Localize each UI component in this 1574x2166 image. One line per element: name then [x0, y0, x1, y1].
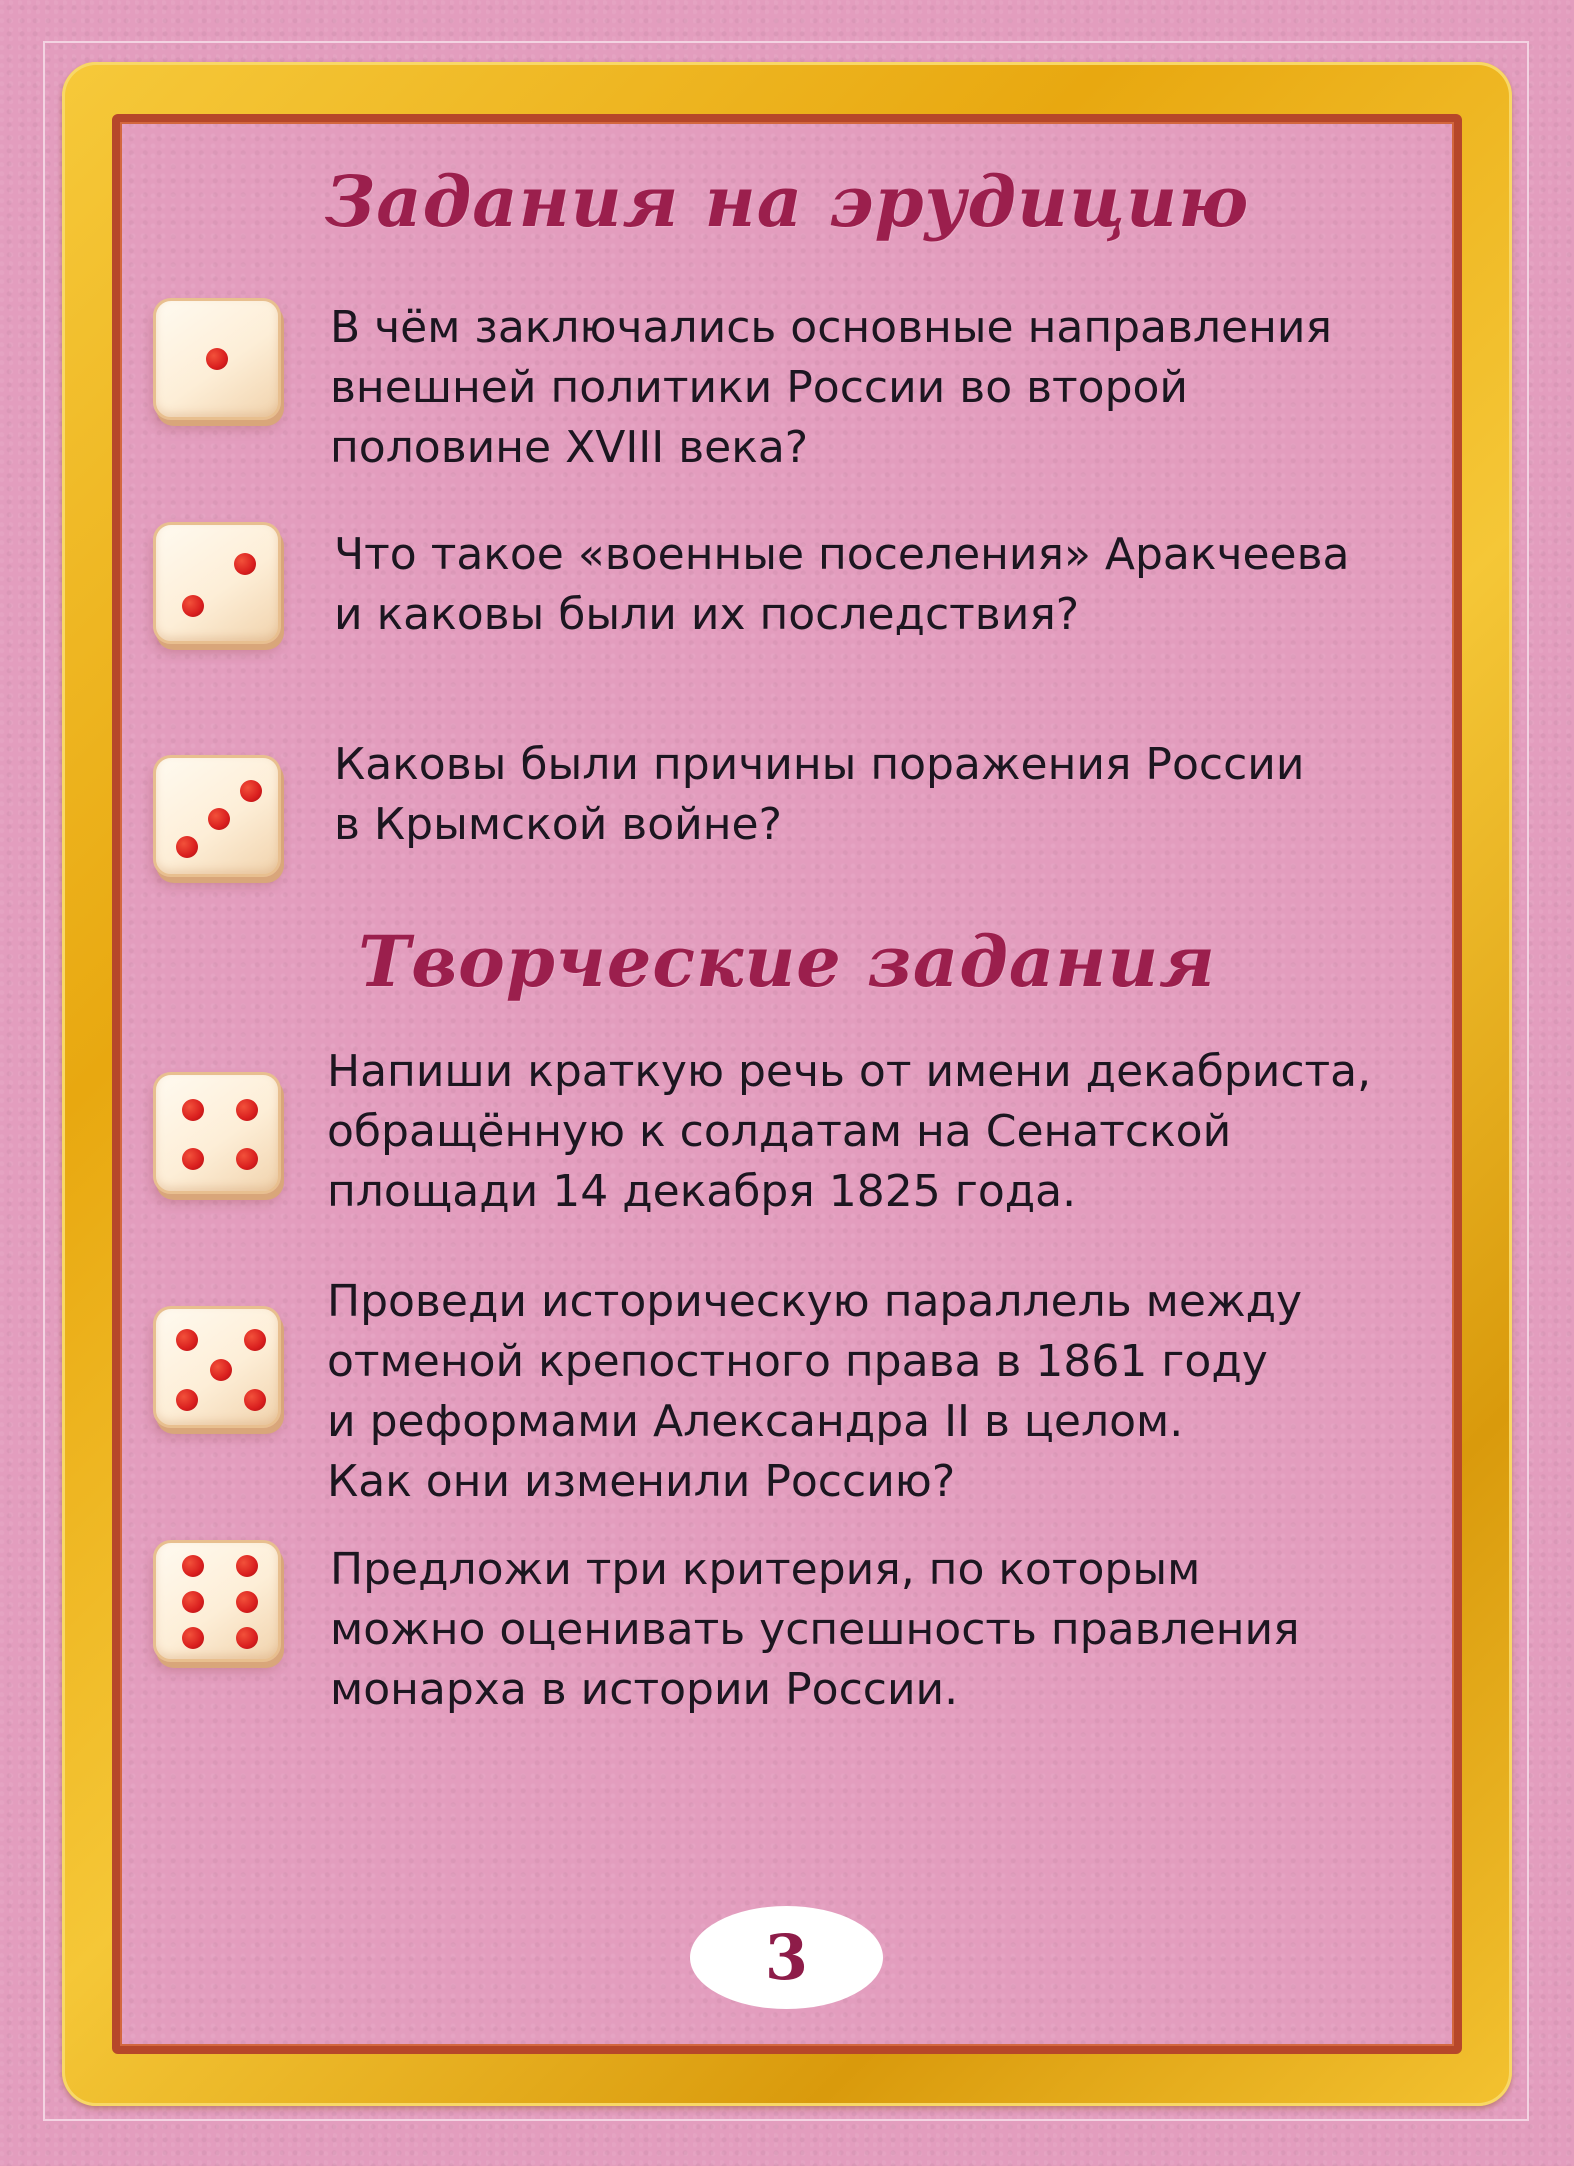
- dice-pip: [210, 1359, 232, 1381]
- dice-pip: [236, 1627, 258, 1649]
- dice-pip: [236, 1591, 258, 1613]
- dice-pip: [244, 1329, 266, 1351]
- dice-pip: [176, 1329, 198, 1351]
- dice-pip: [208, 808, 230, 830]
- dice-pip: [236, 1555, 258, 1577]
- dice-one-icon: [153, 298, 281, 420]
- dice-pip: [240, 780, 262, 802]
- dice-pip: [234, 553, 256, 575]
- dice-pip: [182, 1099, 204, 1121]
- dice-pip: [236, 1148, 258, 1170]
- dice-pip: [236, 1099, 258, 1121]
- task-5-text: Проведи историческую параллель между отменой крепостного права в 1861 году и реформами Александра II в целом. Как они изменили Россию?: [327, 1276, 1303, 1507]
- page-number: 3: [764, 1921, 809, 1994]
- dice-pip: [182, 1148, 204, 1170]
- dice-pip: [182, 1555, 204, 1577]
- task-3-text: Каковы были причины поражения России в Крымской войне?: [334, 739, 1305, 850]
- heading-erudition: Задания на эрудицию: [324, 160, 1250, 243]
- dice-pip: [182, 1627, 204, 1649]
- heading-creative: Творческие задания: [358, 920, 1216, 1003]
- dice-pip: [244, 1389, 266, 1411]
- task-4-text: Напиши краткую речь от имени декабриста, обращённую к солдатам на Сенатской площади 14 декабря 1825 года.: [327, 1046, 1372, 1217]
- dice-pip: [182, 1591, 204, 1613]
- dice-pip: [182, 595, 204, 617]
- dice-three-icon: [153, 755, 281, 877]
- page-number-badge: [690, 1906, 883, 2009]
- dice-four-icon: [153, 1072, 281, 1194]
- dice-pip: [176, 836, 198, 858]
- dice-pip: [176, 1389, 198, 1411]
- task-2-text: Что такое «военные поселения» Аракчеева и каковы были их последствия?: [334, 529, 1350, 640]
- dice-five-icon: [153, 1306, 281, 1428]
- dice-pip: [206, 348, 228, 370]
- dice-six-icon: [153, 1540, 281, 1662]
- task-1-text: В чём заключались основные направления внешней политики России во второй половине XVIII века?: [330, 302, 1332, 473]
- task-6-text: Предложи три критерия, по которым можно оценивать успешность правления монарха в истории России.: [330, 1544, 1300, 1715]
- dice-two-icon: [153, 522, 281, 644]
